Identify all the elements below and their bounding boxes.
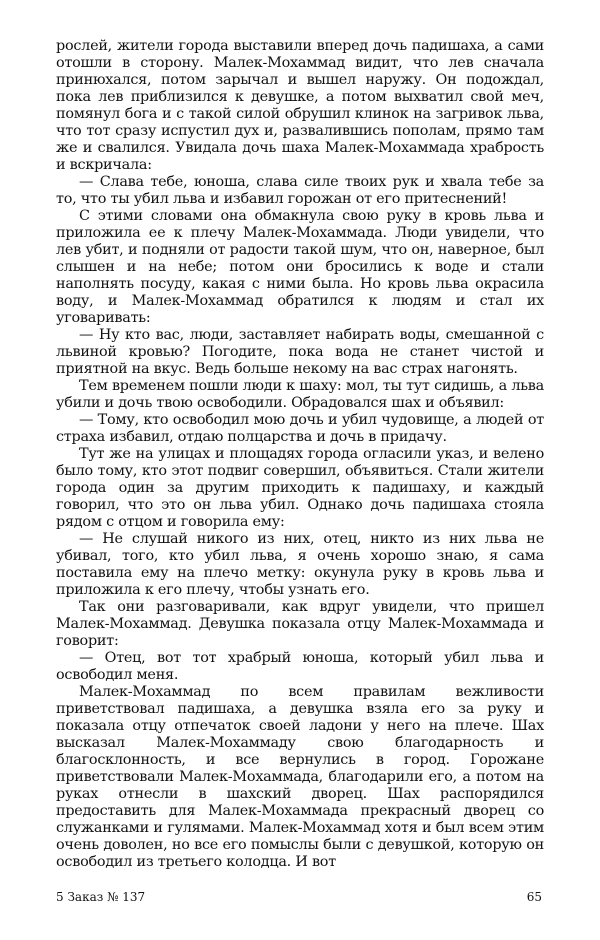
paragraph: — Слава тебе, юноша, слава силе твоих рук и хвала тебе за то, что ты убил льва и избавил горожан от его притеснений! [56, 174, 544, 207]
paragraph: — Ну кто вас, люди, заставляет набирать воды, смешанной с львиной кровью? Погодите, пока вода не станет чистой и приятной на вкус. Ведь больше некому на вас страх нагонять. [56, 327, 544, 377]
paragraph: С этими словами она обмакнула свою руку в кровь льва и приложила ее к плечу Малек-Мохаммада. Люди увидели, что лев убит, и подняли от радости такой шум, что он, наверное, был слышен и на небе; потом они бросились к воде и стали наполнять посуду, какая с ними была. Но кровь льва окрасила воду, и Малек-Мохаммад обратился к людям и стал их уговаривать: [56, 208, 544, 326]
page-number: 65 [526, 890, 542, 904]
paragraph: Тем временем пошли люди к шаху: мол, ты тут сидишь, а льва убили и дочь твою освободили. Обрадовался шах и объявил: [56, 378, 544, 411]
paragraph: Тут же на улицах и площадях города огласили указ, и велено было тому, кто этот подвиг совершил, объявиться. Стали жители города один за другим приходить к падишаху, и каждый говорил, что это он льва убил. Однако дочь падишаха стояла рядом с отцом и говорила ему: [56, 446, 544, 530]
printer-signature: 5 Заказ № 137 [56, 890, 146, 904]
paragraph: — Отец, вот тот храбрый юноша, который убил льва и освободил меня. [56, 650, 544, 683]
paragraph: Малек-Мохаммад по всем правилам вежливости приветствовал падишаха, а девушка взяла его за руку и показала отцу отпечаток своей ладони у него на плече. Шах высказал Малек-Мохаммаду свою благодарность и благосклонность, и все вернулись в город. Горожане приветствовали Малек-Мохаммада, благодарили его, а потом на руках отнесли в шахский дворец. Шах распорядился предоставить для Малек-Мохаммада прекрасный дворец со служанками и гулямами. Малек-Мохаммад хотя и был всем этим очень доволен, но все его помыслы были с девушкой, которую он освободил из третьего колодца. И вот [56, 684, 544, 870]
page-footer [56, 890, 544, 906]
paragraph: — Не слушай никого из них, отец, никто из них льва не убивал, того, кто убил льва, я очень хорошо знаю, я сама поставила ему на плечо метку: окунула руку в кровь льва и приложила к его плечу, чтобы узнать его. [56, 531, 544, 598]
paragraph: — Тому, кто освободил мою дочь и убил чудовище, а людей от страха избавил, отдаю полцарства и дочь в придачу. [56, 412, 544, 445]
main-text [56, 38, 544, 871]
paragraph: рослей, жители города выставили вперед дочь падишаха, а сами отошли в сторону. Малек-Мохаммад видит, что лев сначала принюхался, потом зарычал и вышел наружу. Он подождал, пока лев приблизился к девушке, а потом выхватил свой меч, помянул бога и с такой силой обрушил клинок на загривок льва, что тот сразу испустил дух и, развалившись пополам, прямо там же и свалился. Увидала дочь шаха Малек-Мохаммада храбрость и вскричала: [56, 38, 544, 173]
paragraph: Так они разговаривали, как вдруг увидели, что пришел Малек-Мохаммад. Девушка показала отцу Малек-Мохаммада и говорит: [56, 599, 544, 649]
